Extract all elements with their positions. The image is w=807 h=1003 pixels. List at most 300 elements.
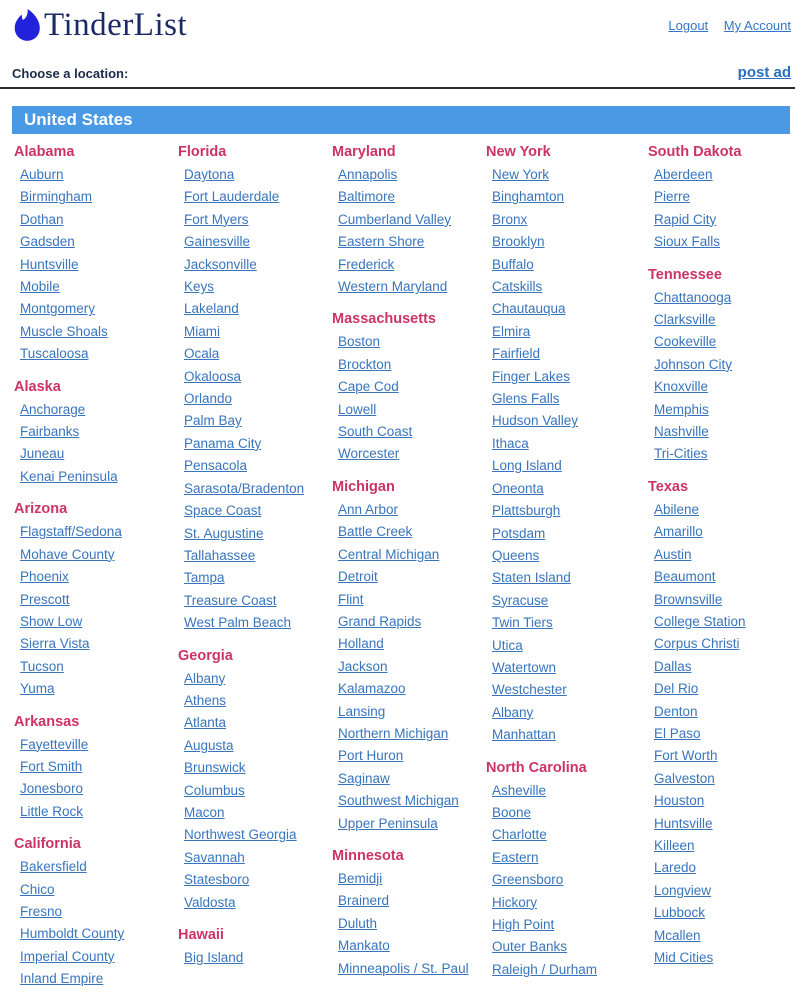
city-link-ann-arbor[interactable]: Ann Arbor	[338, 501, 399, 517]
city-link-west-palm-beach[interactable]: West Palm Beach	[184, 615, 292, 631]
list-item	[492, 478, 648, 500]
city-link-southwest-michigan[interactable]: Southwest Michigan	[338, 793, 459, 809]
city-link-miami[interactable]: Miami	[184, 323, 220, 339]
city-link-sioux-falls[interactable]: Sioux Falls	[654, 234, 721, 250]
list-item	[20, 231, 178, 253]
city-link-mohave-county[interactable]: Mohave County	[20, 546, 115, 562]
list-item	[338, 443, 486, 465]
list-item	[184, 690, 332, 712]
city-link-tampa[interactable]: Tampa	[184, 570, 225, 586]
state-header-tennessee: Tennessee	[648, 266, 722, 283]
list-item	[338, 935, 486, 957]
city-link-bemidji[interactable]: Bemidji	[338, 870, 383, 886]
state-header-massachusetts: Massachusetts	[332, 311, 436, 328]
city-link-jackson[interactable]: Jackson	[338, 658, 388, 674]
city-link-tuscaloosa[interactable]: Tuscaloosa	[20, 346, 89, 362]
list-item	[184, 366, 332, 388]
city-link-huntsville[interactable]: Huntsville	[654, 815, 713, 831]
choose-location-label: Choose a location:	[12, 66, 129, 81]
list-item	[184, 343, 332, 365]
city-list	[14, 399, 178, 489]
city-link-eastern[interactable]: Eastern	[492, 849, 539, 865]
list-item	[492, 231, 648, 253]
list-item	[338, 421, 486, 443]
city-link-statesboro[interactable]: Statesboro	[184, 872, 250, 888]
list-item	[338, 678, 486, 700]
city-list	[14, 521, 178, 700]
city-link-amarillo[interactable]: Amarillo	[654, 524, 703, 540]
city-link-inland-empire[interactable]: Inland Empire	[20, 971, 104, 987]
list-item	[338, 723, 486, 745]
city-link-rapid-city[interactable]: Rapid City	[654, 211, 717, 227]
city-link-port-huron[interactable]: Port Huron	[338, 748, 404, 764]
city-link-baltimore[interactable]: Baltimore	[338, 189, 396, 205]
logo[interactable]	[12, 8, 187, 42]
list-item	[654, 902, 798, 924]
list-item	[20, 589, 178, 611]
city-list	[486, 780, 648, 982]
list-item	[20, 209, 178, 231]
city-link-denton[interactable]: Denton	[654, 703, 698, 719]
city-link-mid-cities[interactable]: Mid Cities	[654, 950, 714, 965]
city-link-montgomery[interactable]: Montgomery	[20, 301, 96, 317]
city-link-gadsden[interactable]: Gadsden	[20, 234, 75, 250]
city-link-plattsburgh[interactable]: Plattsburgh	[492, 503, 561, 519]
city-link-lansing[interactable]: Lansing	[338, 703, 386, 719]
list-item	[184, 276, 332, 298]
column-5	[648, 143, 798, 981]
city-link-albany[interactable]: Albany	[184, 670, 226, 686]
city-link-dothan[interactable]: Dothan	[20, 211, 64, 227]
list-item	[338, 331, 486, 353]
list-item	[20, 399, 178, 421]
location-columns	[0, 134, 807, 1003]
column-3	[332, 143, 486, 992]
city-link-augusta[interactable]: Augusta	[184, 737, 234, 753]
city-link-kenai-peninsula[interactable]: Kenai Peninsula	[20, 468, 118, 484]
city-link-nashville[interactable]: Nashville	[654, 424, 709, 440]
city-link-longview[interactable]: Longview	[654, 882, 712, 898]
city-link-flagstaff-sedona[interactable]: Flagstaff/Sedona	[20, 524, 122, 540]
city-link-brainerd[interactable]: Brainerd	[338, 893, 390, 909]
list-item	[492, 780, 648, 802]
city-link-duluth[interactable]: Duluth	[338, 915, 378, 931]
city-link-outer-banks[interactable]: Outer Banks	[492, 939, 568, 955]
city-link-valdosta[interactable]: Valdosta	[184, 894, 236, 910]
city-link-lowell[interactable]: Lowell	[338, 401, 377, 417]
city-link-utica[interactable]: Utica	[492, 637, 523, 653]
list-item	[20, 298, 178, 320]
list-item	[492, 545, 648, 567]
city-link-staten-island[interactable]: Staten Island	[492, 570, 571, 586]
state-header-arizona: Arizona	[14, 501, 68, 518]
city-link-fairbanks[interactable]: Fairbanks	[20, 424, 80, 440]
city-link-savannah[interactable]: Savannah	[184, 849, 245, 865]
city-link-daytona[interactable]: Daytona	[184, 167, 235, 182]
list-item	[654, 186, 798, 208]
city-link-annapolis[interactable]: Annapolis	[338, 167, 398, 182]
city-link-twin-tiers[interactable]: Twin Tiers	[492, 615, 553, 631]
city-link-mobile[interactable]: Mobile	[20, 279, 60, 295]
city-link-fresno[interactable]: Fresno	[20, 903, 63, 919]
city-link-birmingham[interactable]: Birmingham	[20, 189, 93, 205]
city-list	[486, 164, 648, 747]
city-link-mankato[interactable]: Mankato	[338, 938, 390, 954]
city-link-lakeland[interactable]: Lakeland	[184, 301, 239, 317]
city-link-brunswick[interactable]: Brunswick	[184, 760, 246, 776]
logo-text: TinderList	[44, 6, 188, 43]
city-link-hudson-valley[interactable]: Hudson Valley	[492, 413, 579, 429]
list-item	[492, 164, 648, 186]
city-link-clarksville[interactable]: Clarksville	[654, 312, 716, 328]
city-link-manhattan[interactable]: Manhattan	[492, 727, 556, 743]
state-group-california	[14, 835, 178, 990]
city-link-brockton[interactable]: Brockton	[338, 356, 392, 372]
list-item	[20, 678, 178, 700]
city-link-fayetteville[interactable]: Fayetteville	[20, 736, 89, 752]
city-list	[648, 164, 798, 254]
list-item	[492, 455, 648, 477]
city-link-holland[interactable]: Holland	[338, 636, 384, 652]
city-link-knoxville[interactable]: Knoxville	[654, 379, 709, 395]
city-link-frederick[interactable]: Frederick	[338, 256, 395, 272]
list-item	[184, 209, 332, 231]
state-header-arkansas: Arkansas	[14, 713, 80, 730]
list-item	[20, 254, 178, 276]
list-item	[20, 521, 178, 543]
list-item	[338, 868, 486, 890]
list-item	[654, 678, 798, 700]
city-link-jonesboro[interactable]: Jonesboro	[20, 781, 84, 797]
city-link-lubbock[interactable]: Lubbock	[654, 905, 706, 921]
city-link-ocala[interactable]: Ocala	[184, 346, 220, 362]
city-link-athens[interactable]: Athens	[184, 692, 227, 708]
list-item	[492, 612, 648, 634]
city-link-okaloosa[interactable]: Okaloosa	[184, 368, 242, 384]
list-item	[654, 287, 798, 309]
city-link-greensboro[interactable]: Greensboro	[492, 872, 564, 888]
country-banner-title: United States	[24, 110, 133, 129]
city-link-sierra-vista[interactable]: Sierra Vista	[20, 636, 90, 652]
list-item	[184, 869, 332, 891]
list-item	[338, 611, 486, 633]
state-group-georgia	[178, 647, 332, 914]
city-link-northwest-georgia[interactable]: Northwest Georgia	[184, 827, 297, 843]
list-item	[184, 668, 332, 690]
city-link-galveston[interactable]: Galveston	[654, 770, 715, 786]
city-link-charlotte[interactable]: Charlotte	[492, 827, 547, 843]
city-link-fort-smith[interactable]: Fort Smith	[20, 758, 83, 774]
city-link-macon[interactable]: Macon	[184, 804, 225, 820]
state-header-alabama: Alabama	[14, 144, 75, 160]
city-link-boston[interactable]: Boston	[338, 334, 381, 350]
city-link-memphis[interactable]: Memphis	[654, 401, 709, 417]
list-item	[338, 276, 486, 298]
list-item	[654, 421, 798, 443]
city-link-battle-creek[interactable]: Battle Creek	[338, 524, 413, 540]
state-group-arizona	[14, 500, 178, 700]
city-link-tri-cities[interactable]: Tri-Cities	[654, 446, 708, 462]
city-link-laredo[interactable]: Laredo	[654, 860, 697, 876]
list-item	[338, 913, 486, 935]
city-link-atlanta[interactable]: Atlanta	[184, 715, 227, 731]
city-link-aberdeen[interactable]: Aberdeen	[654, 167, 713, 182]
city-link-columbus[interactable]: Columbus	[184, 782, 245, 798]
list-item	[338, 186, 486, 208]
city-link-central-michigan[interactable]: Central Michigan	[338, 546, 440, 562]
list-item	[654, 566, 798, 588]
city-link-corpus-christi[interactable]: Corpus Christi	[654, 636, 740, 652]
city-link-treasure-coast[interactable]: Treasure Coast	[184, 592, 277, 608]
list-item	[338, 589, 486, 611]
list-item	[20, 633, 178, 655]
city-link-auburn[interactable]: Auburn	[20, 167, 64, 182]
list-item	[20, 466, 178, 488]
list-item	[20, 276, 178, 298]
state-header-north-carolina: North Carolina	[486, 759, 587, 776]
city-link-western-maryland[interactable]: Western Maryland	[338, 279, 448, 295]
city-link-brownsville[interactable]: Brownsville	[654, 591, 723, 607]
city-link-fort-lauderdale[interactable]: Fort Lauderdale	[184, 189, 280, 205]
city-link-pierre[interactable]: Pierre	[654, 189, 691, 205]
list-item	[492, 433, 648, 455]
city-link-mcallen[interactable]: Mcallen	[654, 927, 701, 943]
list-item	[492, 959, 648, 981]
city-link-space-coast[interactable]: Space Coast	[184, 503, 262, 519]
list-item	[492, 847, 648, 869]
state-group-michigan	[332, 478, 486, 835]
list-item	[492, 567, 648, 589]
city-link-finger-lakes[interactable]: Finger Lakes	[492, 368, 571, 384]
list-item	[492, 388, 648, 410]
city-link-new-york[interactable]: New York	[492, 167, 550, 182]
city-link-fort-myers[interactable]: Fort Myers	[184, 211, 249, 227]
state-header-california: California	[14, 836, 81, 853]
post-ad-link[interactable]: post ad	[737, 64, 791, 81]
city-link-college-station[interactable]: College Station	[654, 613, 746, 629]
city-link-johnson-city[interactable]: Johnson City	[654, 356, 733, 372]
city-link-syracuse[interactable]: Syracuse	[492, 592, 549, 608]
country-banner	[12, 106, 790, 134]
list-item	[338, 701, 486, 723]
list-item	[184, 500, 332, 522]
city-link-del-rio[interactable]: Del Rio	[654, 681, 699, 697]
city-link-phoenix[interactable]: Phoenix	[20, 569, 69, 585]
city-link-el-paso[interactable]: El Paso	[654, 725, 701, 741]
list-item	[654, 209, 798, 231]
city-link-south-coast[interactable]: South Coast	[338, 424, 413, 440]
list-item	[654, 790, 798, 812]
city-link-high-point[interactable]: High Point	[492, 917, 555, 932]
city-link-fort-worth[interactable]: Fort Worth	[654, 748, 718, 764]
state-header-michigan: Michigan	[332, 478, 395, 495]
state-group-hawaii	[178, 926, 332, 969]
city-link-houston[interactable]: Houston	[654, 793, 705, 809]
city-link-grand-rapids[interactable]: Grand Rapids	[338, 613, 422, 629]
city-link-oneonta[interactable]: Oneonta	[492, 480, 544, 496]
city-list	[14, 734, 178, 824]
city-link-glens-falls[interactable]: Glens Falls	[492, 391, 560, 407]
list-item	[184, 478, 332, 500]
city-link-tucson[interactable]: Tucson	[20, 658, 64, 674]
list-item	[20, 421, 178, 443]
city-list	[332, 499, 486, 835]
city-link-beaumont[interactable]: Beaumont	[654, 569, 716, 585]
list-item	[654, 309, 798, 331]
city-link-prescott[interactable]: Prescott	[20, 591, 70, 607]
list-item	[184, 780, 332, 802]
city-link-keys[interactable]: Keys	[184, 279, 215, 295]
list-item	[20, 778, 178, 800]
city-link-albany[interactable]: Albany	[492, 704, 534, 720]
list-item	[184, 947, 332, 969]
city-link-catskills[interactable]: Catskills	[492, 279, 543, 295]
subheader	[0, 42, 807, 85]
list-item	[338, 790, 486, 812]
state-header-florida: Florida	[178, 144, 227, 160]
city-link-eastern-shore[interactable]: Eastern Shore	[338, 234, 425, 250]
city-link-dallas[interactable]: Dallas	[654, 658, 692, 674]
city-list	[648, 499, 798, 970]
list-item	[338, 768, 486, 790]
city-link-asheville[interactable]: Asheville	[492, 782, 547, 798]
city-link-detroit[interactable]: Detroit	[338, 569, 378, 585]
city-link-jacksonville[interactable]: Jacksonville	[184, 256, 257, 272]
city-link-st-augustine[interactable]: St. Augustine	[184, 525, 264, 541]
city-link-ithaca[interactable]: Ithaca	[492, 435, 529, 451]
list-item	[184, 824, 332, 846]
city-link-queens[interactable]: Queens	[492, 547, 540, 563]
city-link-upper-peninsula[interactable]: Upper Peninsula	[338, 815, 438, 831]
city-link-austin[interactable]: Austin	[654, 546, 692, 562]
city-link-brooklyn[interactable]: Brooklyn	[492, 234, 545, 250]
city-link-juneau[interactable]: Juneau	[20, 446, 65, 462]
list-item	[654, 723, 798, 745]
list-item	[184, 388, 332, 410]
city-link-hickory[interactable]: Hickory	[492, 894, 538, 910]
list-item	[654, 835, 798, 857]
city-link-northern-michigan[interactable]: Northern Michigan	[338, 725, 449, 741]
city-link-cookeville[interactable]: Cookeville	[654, 334, 717, 350]
city-link-chattanooga[interactable]: Chattanooga	[654, 289, 732, 305]
city-link-cumberland-valley[interactable]: Cumberland Valley	[338, 211, 452, 227]
city-link-anchorage[interactable]: Anchorage	[20, 401, 86, 417]
city-link-potsdam[interactable]: Potsdam	[492, 525, 546, 541]
list-item	[654, 813, 798, 835]
city-link-gainesville[interactable]: Gainesville	[184, 234, 251, 250]
city-link-kalamazoo[interactable]: Kalamazoo	[338, 681, 406, 697]
list-item	[20, 443, 178, 465]
city-link-worcester[interactable]: Worcester	[338, 446, 400, 462]
city-link-huntsville[interactable]: Huntsville	[20, 256, 79, 272]
city-link-elmira[interactable]: Elmira	[492, 323, 531, 339]
city-link-humboldt-county[interactable]: Humboldt County	[20, 926, 125, 942]
list-item	[492, 724, 648, 746]
city-link-yuma[interactable]: Yuma	[20, 681, 55, 697]
city-list	[178, 164, 332, 635]
city-link-minneapolis-st-paul[interactable]: Minneapolis / St. Paul	[338, 960, 469, 976]
city-link-orlando[interactable]: Orlando	[184, 391, 233, 407]
list-item	[492, 321, 648, 343]
city-link-tallahassee[interactable]: Tallahassee	[184, 547, 256, 563]
list-item	[20, 734, 178, 756]
list-item	[492, 523, 648, 545]
state-header-texas: Texas	[648, 478, 689, 495]
list-item	[338, 745, 486, 767]
city-link-panama-city[interactable]: Panama City	[184, 435, 262, 451]
city-link-bakersfield[interactable]: Bakersfield	[20, 859, 87, 875]
list-item	[492, 343, 648, 365]
list-item	[338, 633, 486, 655]
state-group-south-dakota	[648, 143, 798, 254]
list-item	[654, 656, 798, 678]
city-link-binghamton[interactable]: Binghamton	[492, 189, 565, 205]
list-item	[338, 958, 486, 980]
list-item	[184, 231, 332, 253]
list-item	[654, 521, 798, 543]
state-header-alaska: Alaska	[14, 378, 61, 395]
city-link-fairfield[interactable]: Fairfield	[492, 346, 541, 362]
list-item	[20, 321, 178, 343]
city-link-show-low[interactable]: Show Low	[20, 613, 83, 629]
city-link-westchester[interactable]: Westchester	[492, 682, 567, 698]
list-item	[184, 186, 332, 208]
state-group-massachusetts	[332, 310, 486, 465]
list-item	[492, 824, 648, 846]
city-link-watertown[interactable]: Watertown	[492, 659, 557, 675]
city-link-imperial-county[interactable]: Imperial County	[20, 948, 115, 964]
city-link-muscle-shoals[interactable]: Muscle Shoals	[20, 323, 108, 339]
city-link-long-island[interactable]: Long Island	[492, 458, 562, 474]
list-item	[492, 254, 648, 276]
city-link-big-island[interactable]: Big Island	[184, 950, 244, 965]
city-link-chautauqua[interactable]: Chautauqua	[492, 301, 566, 317]
list-item	[654, 857, 798, 879]
city-link-raleigh-durham[interactable]: Raleigh / Durham	[492, 961, 598, 977]
my-account-link[interactable]: My Account	[723, 18, 791, 33]
list-item	[492, 702, 648, 724]
city-link-sarasota-bradenton[interactable]: Sarasota/Bradenton	[184, 480, 305, 496]
list-item	[654, 164, 798, 186]
city-link-pensacola[interactable]: Pensacola	[184, 458, 248, 474]
list-item	[20, 923, 178, 945]
city-link-bronx[interactable]: Bronx	[492, 211, 528, 227]
state-group-minnesota	[332, 847, 486, 980]
city-link-saginaw[interactable]: Saginaw	[338, 770, 390, 786]
list-item	[654, 947, 798, 969]
list-item	[184, 545, 332, 567]
list-item	[184, 321, 332, 343]
list-item	[492, 802, 648, 824]
list-item	[492, 186, 648, 208]
list-item	[492, 936, 648, 958]
list-item	[492, 410, 648, 432]
city-link-chico[interactable]: Chico	[20, 881, 55, 897]
list-item	[20, 801, 178, 823]
city-link-buffalo[interactable]: Buffalo	[492, 256, 534, 272]
list-item	[20, 656, 178, 678]
logout-link[interactable]: Logout	[668, 18, 709, 33]
list-item	[338, 813, 486, 835]
city-link-abilene[interactable]: Abilene	[654, 501, 700, 517]
city-link-little-rock[interactable]: Little Rock	[20, 803, 84, 819]
city-link-flint[interactable]: Flint	[338, 591, 364, 607]
city-link-cape-cod[interactable]: Cape Cod	[338, 379, 399, 395]
list-item	[492, 590, 648, 612]
city-link-palm-bay[interactable]: Palm Bay	[184, 413, 242, 429]
city-link-killeen[interactable]: Killeen	[654, 837, 695, 853]
city-link-boone[interactable]: Boone	[492, 804, 532, 820]
